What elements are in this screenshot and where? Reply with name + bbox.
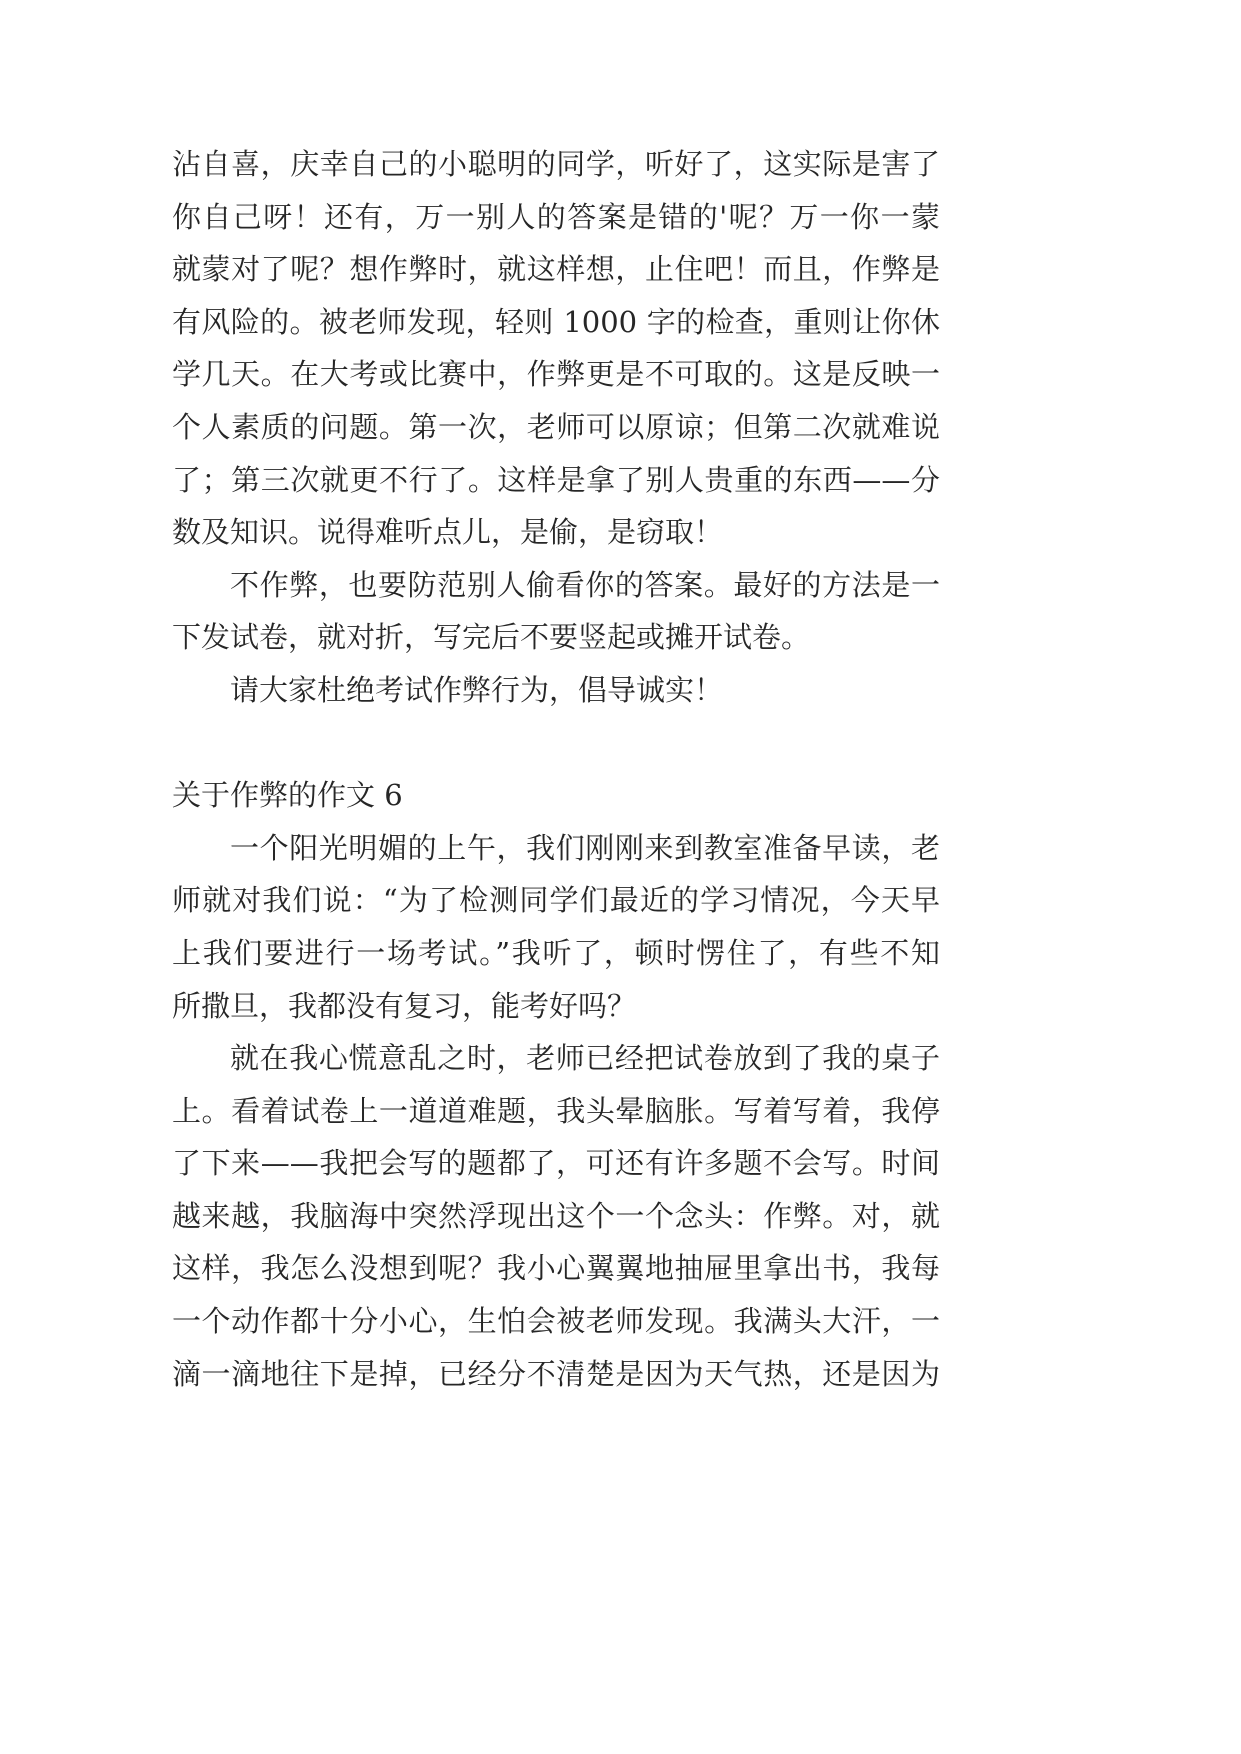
- text-line: 上。看着试卷上一道道难题，我头晕脑胀。写着写着，我停: [172, 1093, 940, 1128]
- text-line: 上我们要进行一场考试。”我听了，顿时愣住了，有些不知: [172, 935, 940, 970]
- text-line: 学几天。在大考或比赛中，作弊更是不可取的。这是反映一: [172, 357, 940, 392]
- text-line: 有风险的。被老师发现，轻则 1000 字的检查，重则让你休: [172, 304, 940, 339]
- text-line: 了；第三次就更不行了。这样是拿了别人贵重的东西——分: [172, 462, 940, 497]
- text-line: 请大家杜绝考试作弊行为，倡导诚实！: [230, 672, 724, 707]
- text-line: 越来越，我脑海中突然浮现出这个一个念头：作弊。对，就: [172, 1198, 940, 1233]
- paragraph: [172, 664, 940, 717]
- text-line: 一个动作都十分小心，生怕会被老师发现。我满头大汗，一: [172, 1304, 940, 1339]
- document-body: [172, 138, 940, 1400]
- paragraph: [172, 559, 940, 664]
- paragraph: [172, 822, 940, 1032]
- text-line: 滴一滴地往下是掉，已经分不清楚是因为天气热，还是因为: [172, 1356, 940, 1391]
- text-line: 数及知识。说得难听点儿，是偷，是窃取！: [172, 515, 724, 550]
- text-line: 一个阳光明媚的上午，我们刚刚来到教室准备早读，老: [230, 830, 940, 865]
- text-line: 师就对我们说：“为了检测同学们最近的学习情况，今天早: [172, 883, 940, 918]
- text-line: 就蒙对了呢？想作弊时，就这样想，止住吧！而且，作弊是: [172, 252, 940, 287]
- section-heading: 关于作弊的作文 6: [172, 778, 403, 813]
- text-line: 这样，我怎么没想到呢？我小心翼翼地抽屉里拿出书，我每: [172, 1251, 940, 1286]
- text-line: 所撒旦，我都没有复习，能考好吗？: [172, 988, 637, 1023]
- paragraph-spacer: [172, 717, 940, 770]
- paragraph: [172, 1032, 940, 1400]
- text-line: 个人素质的问题。第一次，老师可以原谅；但第二次就难说: [172, 409, 940, 444]
- text-line: 了下来——我把会写的题都了，可还有许多题不会写。时间: [172, 1146, 940, 1181]
- text-line: 你自己呀！还有，万一别人的答案是错的'呢？万一你一蒙: [172, 199, 940, 234]
- text-line: 不作弊，也要防范别人偷看你的答案。最好的方法是一: [230, 567, 940, 602]
- text-line: 就在我心慌意乱之时，老师已经把试卷放到了我的桌子: [230, 1041, 940, 1076]
- text-line: 下发试卷，就对折，写完后不要竖起或摊开试卷。: [172, 620, 811, 655]
- paragraph: [172, 138, 940, 559]
- text-line: 沾自喜，庆幸自己的小聪明的同学，听好了，这实际是害了: [172, 147, 940, 181]
